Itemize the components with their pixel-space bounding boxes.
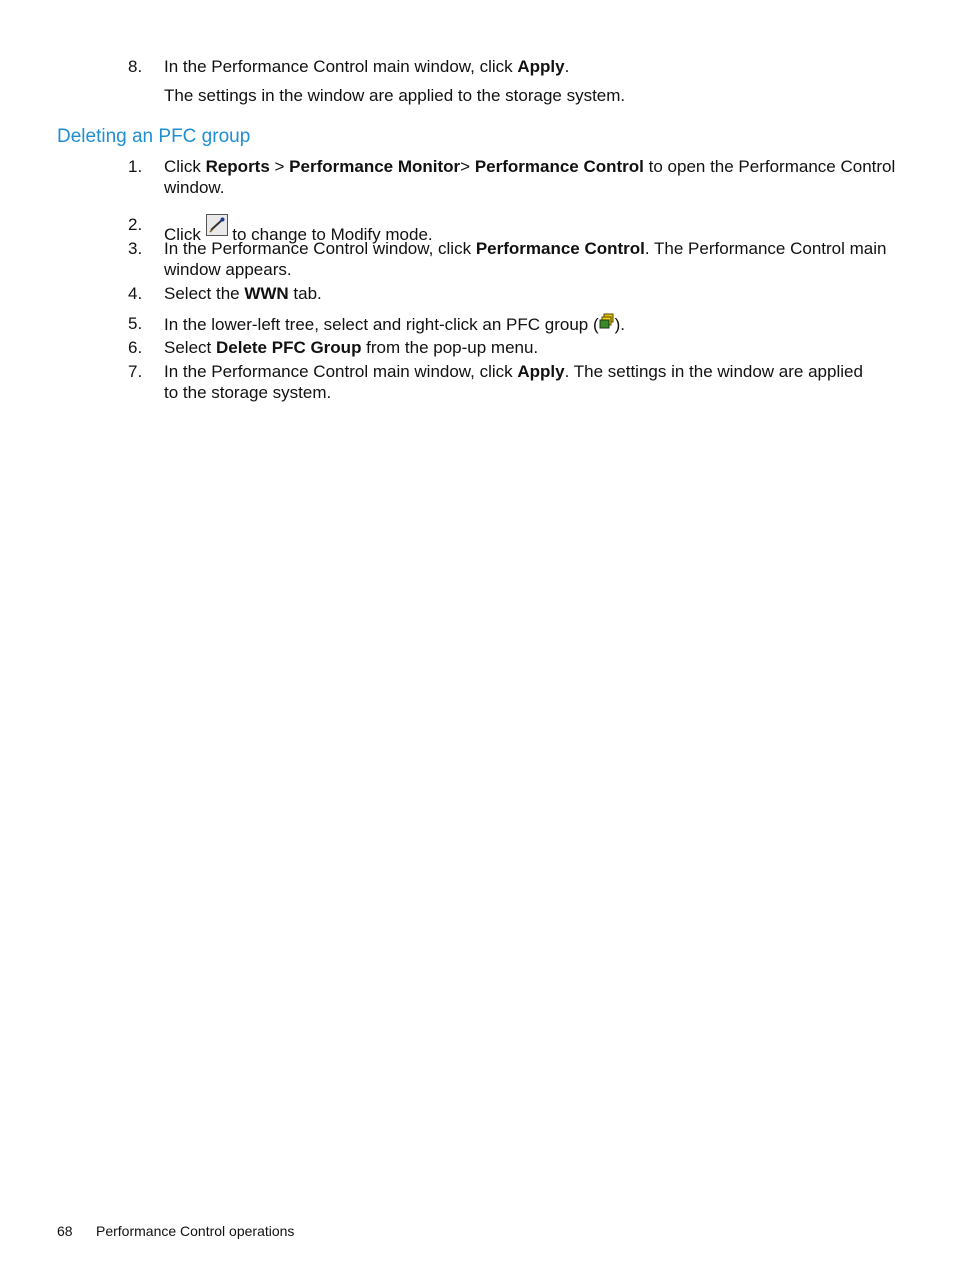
step-7-line2: to the storage system.	[164, 383, 332, 402]
step-5-text	[164, 313, 625, 335]
step-6-number: 6.	[128, 338, 143, 357]
step-8-result: The settings in the window are applied to the storage system.	[164, 86, 626, 105]
performance-control-term-2: Performance Control	[475, 239, 645, 258]
step-7-text	[164, 361, 863, 382]
step-7-t2: . The settings in the window are applied	[564, 362, 863, 381]
step-1-t1: Click	[164, 157, 206, 176]
apply-term-2: Apply	[517, 362, 565, 381]
step-1-text	[164, 156, 895, 177]
step-5-t2: ).	[614, 315, 626, 334]
performance-monitor-term: Performance Monitor	[289, 157, 461, 176]
step-6-text	[164, 337, 538, 358]
delete-pfc-group-term: Delete PFC Group	[215, 338, 362, 357]
step-8-text-a: In the Performance Control main window, click	[164, 57, 518, 76]
performance-control-term: Performance Control	[474, 157, 644, 176]
step-3-number: 3.	[128, 239, 143, 258]
step-3-text	[164, 238, 886, 259]
footer-chapter-title: Performance Control operations	[96, 1223, 295, 1239]
step-5-t1: In the lower-left tree, select and right-click an PFC group (	[164, 315, 599, 334]
step-1-line2: window.	[164, 178, 225, 197]
step-5-number: 5.	[128, 314, 143, 333]
modify-mode-icon	[206, 214, 228, 236]
step-4-number: 4.	[128, 284, 143, 303]
step-1-number: 1.	[128, 157, 143, 176]
step-6-t1: Select	[164, 338, 216, 357]
step-1-t2: >	[269, 157, 290, 176]
step-8-text	[164, 56, 569, 77]
section-heading: Deleting an PFC group	[57, 126, 251, 147]
page-number: 68	[57, 1223, 73, 1239]
wwn-term: WWN	[244, 284, 289, 303]
pfc-group-icon	[599, 313, 615, 329]
step-8-text-b: .	[564, 57, 570, 76]
step-1-t3: >	[460, 157, 475, 176]
step-2-t1: Click	[164, 225, 206, 244]
step-7-number: 7.	[128, 362, 143, 381]
step-3-line2: window appears.	[164, 260, 292, 279]
step-4-t1: Select the	[164, 284, 245, 303]
step-1-t4: to open the Performance Control	[643, 157, 896, 176]
step-7-t1: In the Performance Control main window, click	[164, 362, 518, 381]
step-8-number: 8.	[128, 57, 143, 76]
reports-term: Reports	[205, 157, 270, 176]
step-2-t2: to change to Modify mode.	[227, 225, 433, 244]
step-2-number: 2.	[128, 215, 143, 234]
step-6-t2: from the pop-up menu.	[361, 338, 539, 357]
apply-term: Apply	[517, 57, 565, 76]
step-4-t2: tab.	[288, 284, 322, 303]
step-4-text	[164, 283, 322, 304]
step-3-t2: . The Performance Control main	[644, 239, 887, 258]
step-3-t1: In the Performance Control window, click	[164, 239, 476, 258]
